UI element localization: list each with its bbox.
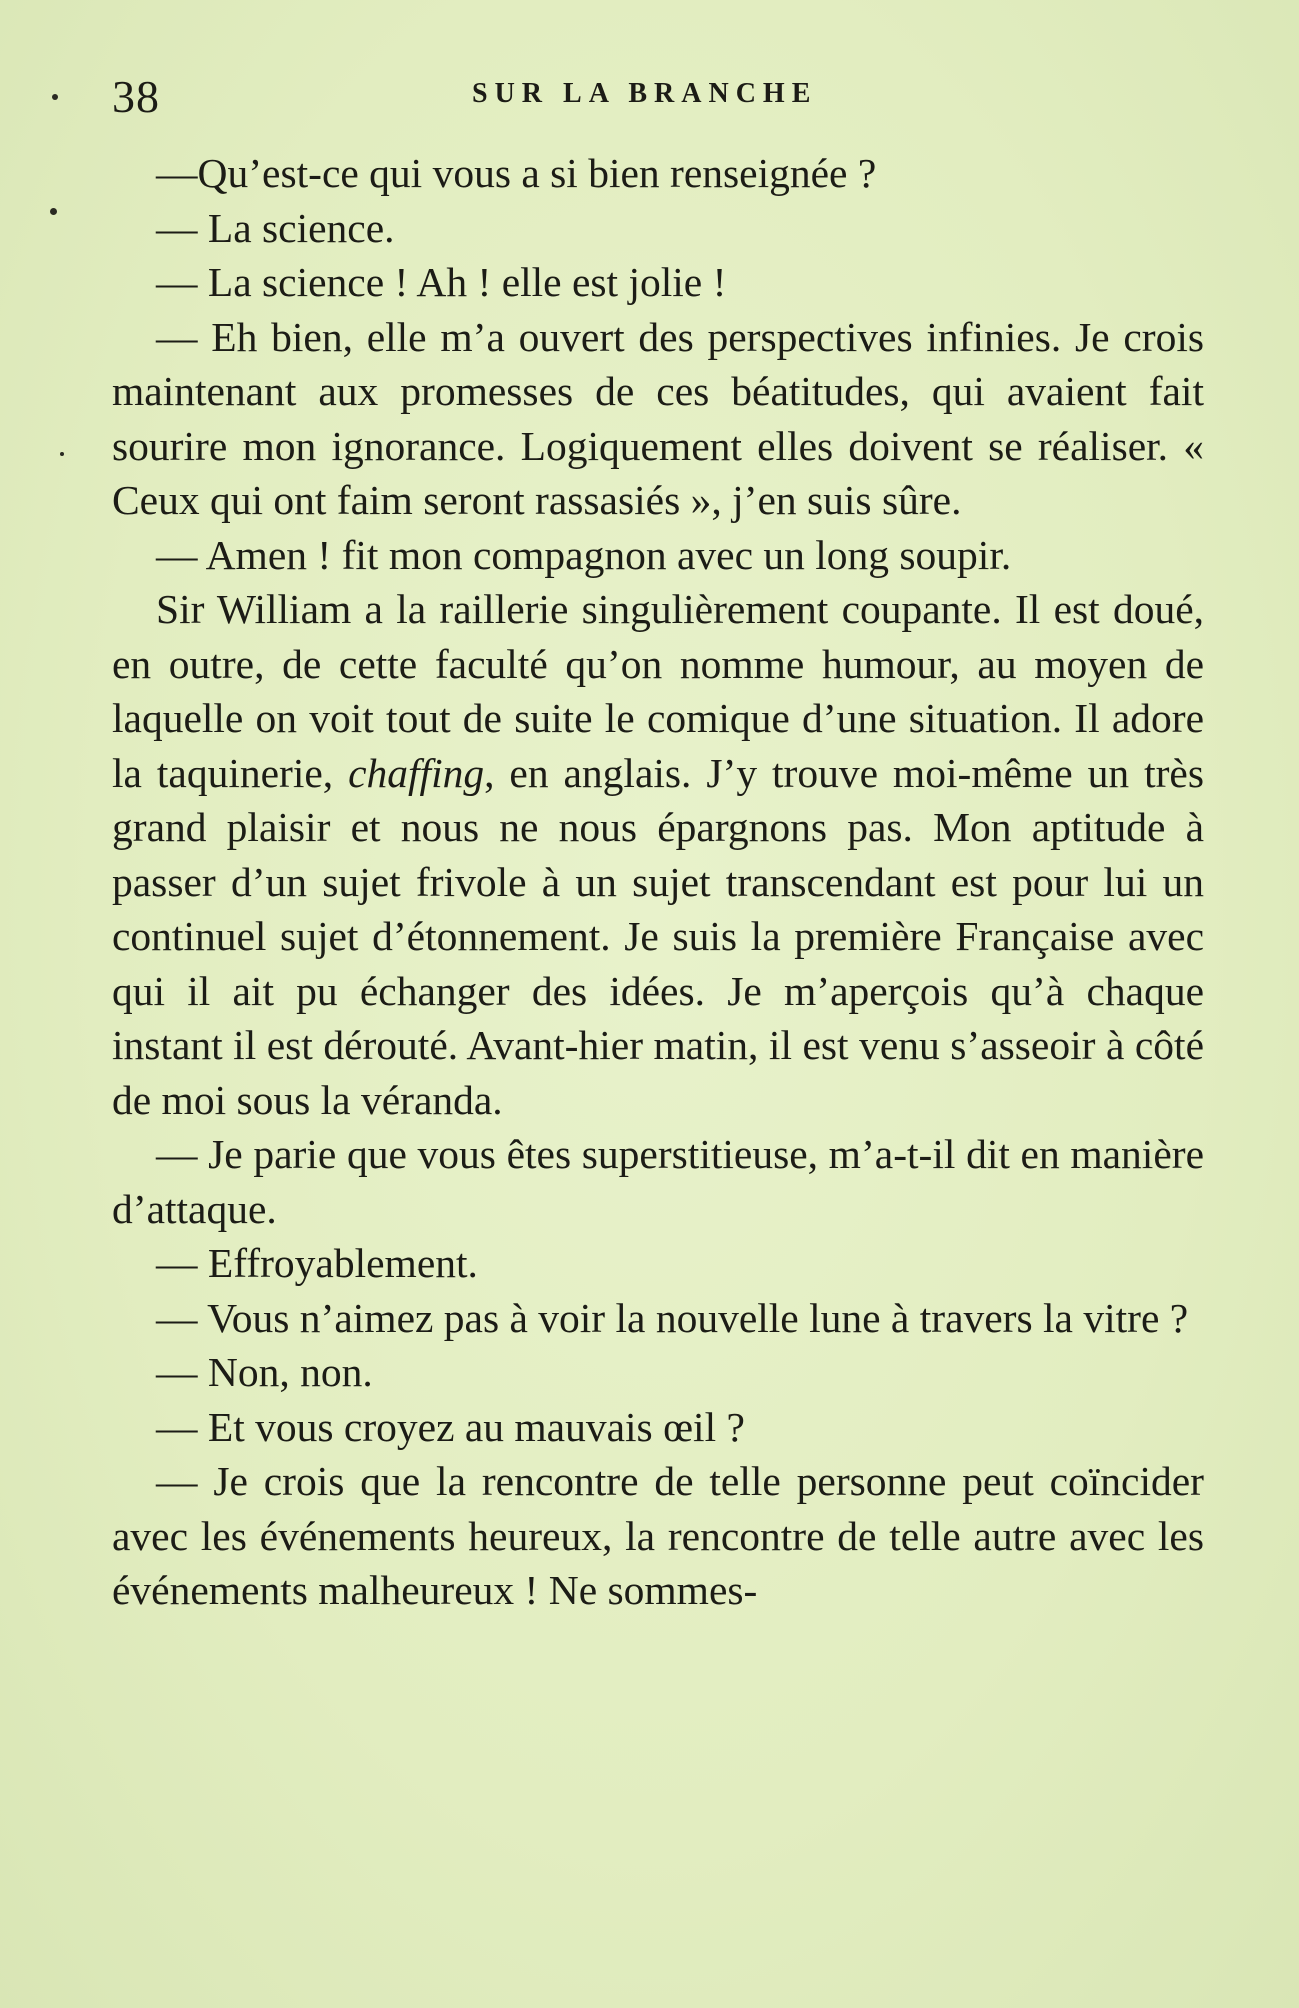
narrative-paragraph <box>112 582 1204 1127</box>
narrative-text: , en anglais. J’y trouve moi-même un très grand plaisir et nous ne nous épargnons pas. Mon aptitude à passer d’un sujet frivole à un sujet transcendant est pour lui un continuel sujet d’étonnement. Je suis la première Française avec qui il ait pu échanger des idées. Je m’aperçois qu’à chaque instant il est dérouté. Avant-hier matin, il est venu s’asseoir à côté de moi sous la véranda. <box>112 749 1204 1123</box>
dialogue-line: —Qu’est-ce qui vous a si bien renseignée ? <box>156 150 877 196</box>
running-title: SUR LA BRANCHE <box>472 78 818 109</box>
dialogue-line: — La science ! Ah ! elle est jolie ! <box>156 259 727 305</box>
margin-dot-mark <box>60 452 64 456</box>
page-number: 38 <box>112 71 160 122</box>
dialogue-line: — La science. <box>156 204 395 251</box>
dialogue-line: — Effroyablement. <box>156 1240 478 1286</box>
dialogue-paragraph: — Je parie que vous êtes superstitieuse, m’a-t-il dit en manière d’attaque. <box>112 1131 1204 1232</box>
narrative-text: Sir William a la raillerie singulièrement coupante. Il est doué, en outre, de cette faculté qu’on nomme humour, au moyen de laquelle on voit tout de suite le comique d’une situation. Il adore la taquinerie, <box>112 586 1204 796</box>
dialogue-line: — Non, non. <box>156 1349 373 1395</box>
italic-term: chaffing <box>348 749 485 796</box>
page-header <box>112 70 1202 130</box>
dialogue-paragraph: — Eh bien, elle m’a ouvert des perspectives infinies. Je crois maintenant aux promesses de ces béatitudes, qui avaient fait sourire mon ignorance. Logiquement elles doivent se réaliser. « Ceux qui ont faim seront rassasiés », j’en suis sûre. <box>112 313 1204 523</box>
body-text <box>112 146 1204 1618</box>
margin-dot-mark <box>52 94 58 100</box>
dialogue-paragraph: — Amen ! fit mon compagnon avec un long soupir. <box>156 531 1012 578</box>
dialogue-line: — Et vous croyez au mauvais œil ? <box>156 1403 745 1450</box>
margin-dot-mark <box>50 208 57 215</box>
dialogue-paragraph: — Je crois que la rencontre de telle personne peut coïncider avec les événements heureux, la rencontre de telle autre avec les événements malheureux ! Ne sommes- <box>112 1458 1204 1613</box>
dialogue-paragraph: — Vous n’aimez pas à voir la nouvelle lune à travers la vitre ? <box>156 1294 1189 1341</box>
